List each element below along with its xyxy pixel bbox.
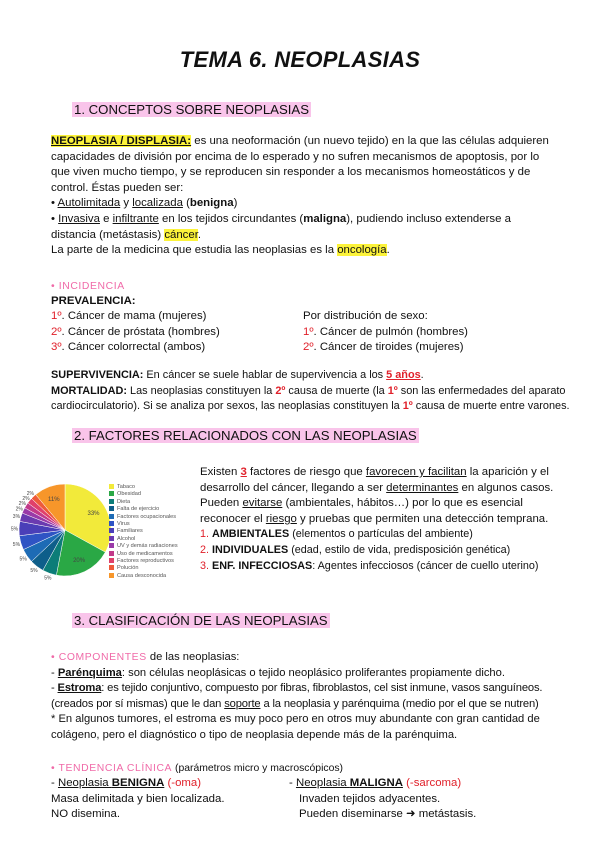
pie-data-label: 5% [10, 526, 19, 533]
pie-data-label: 2% [22, 495, 30, 502]
pie-data-label: 3% [12, 513, 21, 520]
legend-label: Uso de medicamentos [117, 550, 173, 557]
legend-label: Familiares [117, 528, 143, 535]
legend-label: Virus [117, 521, 130, 528]
list-item: 2º. Cáncer de tiroides (mujeres) [303, 341, 464, 354]
list-item: 3º. Cáncer colorrectal (ambos) [51, 341, 206, 354]
componentes-block: • COMPONENTES de las neoplasias: - Parénquima: son células neoplásicas o tejido neoplásico proliferantes propiamente dicho. - Estroma: es tejido conjuntivo, compuesto por fibras, fibroblastos, cel sist inmune, vasos sanguíneos. (creados por sí mismas) que le dan soporte a la neoplasia y parénquima (medio por el que se nutren) * En algunos tumores, el estroma es muy poco pero en otros muy abundante con gran cantidad de colágeno, pero el diagnóstico o tipo de neoplasia depende más de la parénquima. [51, 651, 543, 741]
legend-item [109, 543, 178, 550]
list-item: 1. AMBIENTALES (elementos o partículas del ambiente) [200, 528, 473, 541]
tendencia-label: • TENDENCIA CLÍNICA (parámetros micro y macroscópicos) [51, 763, 344, 774]
section2-heading: 2. FACTORES RELACIONADOS CON LAS NEOPLASIAS [74, 428, 417, 443]
incidencia-label: • INCIDENCIA [51, 281, 125, 292]
pie-data-label: 5% [19, 556, 27, 563]
legend-label: Dieta [117, 498, 131, 505]
legend-item [109, 565, 178, 572]
pie-data-label: 2% [26, 491, 34, 498]
legend-swatch [109, 558, 114, 563]
legend-label: Factores reproductivos [117, 558, 174, 565]
legend-label: Tabaco [117, 484, 136, 490]
list-item: 3. ENF. INFECCIOSAS: Agentes infecciosos (cáncer de cuello uterino) [200, 559, 539, 572]
legend-item [109, 528, 178, 535]
pie-legend [109, 484, 178, 580]
benigna-block: - Neoplasia BENIGNA (-oma) Masa delimitada y bien localizada. NO disemina. [51, 777, 225, 821]
supervivencia-mortalidad: SUPERVIVENCIA: En cáncer se suele hablar de supervivencia a los 5 años. MORTALIDAD: Las neoplasias constituyen la 2º causa de muerte (la 1º son las enfermedades del aparato cardiocirculatorio). Si se analiza por sexos, las neoplasias constituyen la 1º causa de muerte entre varones. [51, 369, 570, 413]
legend-label: Falta de ejercicio [117, 506, 160, 513]
legend-item [109, 536, 178, 543]
list-item: 2º. Cáncer de próstata (hombres) [51, 325, 220, 338]
list-item: 2. INDIVIDUALES (edad, estilo de vida, predisposición genética) [200, 543, 511, 556]
maligna-block: - Neoplasia MALIGNA (-sarcoma) Invaden tejidos adyacentes. Pueden diseminarse ➜ metástasis. [289, 777, 477, 821]
legend-label: Factores ocupacionales [117, 513, 177, 520]
legend-item [109, 521, 178, 528]
legend-swatch [109, 551, 114, 556]
legend-item [109, 499, 178, 506]
page-title: TEMA 6. NEOPLASIAS [179, 47, 421, 72]
section1-heading: 1. CONCEPTOS SOBRE NEOPLASIAS [74, 102, 310, 117]
neoplasia-definition: NEOPLASIA / DISPLASIA: es una neoformación (un nuevo tejido) en la que las células adquieren capacidades de división por encima de lo esperado y no sufren mecanismos de apoptosis, por lo que viven mucho tiempo, y se reproducen sin responder a los mecanismos homeostáticos y de control. Éstas pueden ser: • Autolimitada y localizada (benigna) • Invasiva e infiltrante en los tejidos circundantes (maligna), pudiendo incluso extenderse a distancia (metástasis) cáncer. La parte de la medicina que estudia las neoplasias es la oncología. [51, 135, 549, 257]
legend-item [109, 573, 178, 580]
section3-heading: 3. CLASIFICACIÓN DE LAS NEOPLASIAS [74, 613, 328, 628]
legend-swatch [109, 484, 114, 489]
sex-distribution-list: Por distribución de sexo: 1º. Cáncer de pulmón (hombres) 2º. Cáncer de tiroides (mujeres) [303, 309, 468, 356]
list-item: 1º. Cáncer de pulmón (hombres) [303, 325, 468, 338]
legend-swatch [109, 499, 114, 504]
legend-swatch [109, 565, 114, 570]
pie-data-label: 33% [87, 511, 100, 518]
legend-label: Polución [117, 565, 139, 572]
legend-label: UV y demás radiaciones [117, 543, 178, 550]
legend-swatch [109, 491, 114, 496]
legend-swatch [109, 536, 114, 541]
legend-label: Alcohol [117, 535, 136, 542]
pie-data-label: 5% [44, 575, 52, 580]
legend-item [109, 491, 178, 498]
legend-swatch [109, 573, 114, 578]
list-item: 1º. Cáncer de mama (mujeres) [51, 310, 207, 322]
pie-data-label: 2% [18, 500, 26, 507]
legend-item [109, 551, 178, 558]
legend-swatch [109, 506, 114, 511]
pie-data-label: 5% [12, 542, 21, 549]
legend-item [109, 506, 178, 513]
prevalencia-label: PREVALENCIA: [51, 295, 136, 307]
legend-item [109, 484, 178, 491]
legend-swatch [109, 514, 114, 519]
legend-item [109, 514, 178, 521]
legend-label: Causa desconocida [117, 572, 167, 579]
legend-swatch [109, 528, 114, 533]
factores-paragraph: Existen 3 factores de riesgo que favorecen y facilitan la aparición y el desarrollo del cáncer, llegando a ser determinantes en algunos casos. Pueden evitarse (ambientales, hábitos…) por lo que es esencial reconocer el riesgo y pruebas que permiten una detección temprana. 1. AMBIENTALES (elementos o partículas del ambiente) 2. INDIVIDUALES (edad, estilo de vida, predisposición genética) 3. ENF. INFECCIOSAS: Agentes infecciosos (cáncer de cuello uterino) [200, 465, 595, 574]
pie-data-label: 2% [15, 506, 23, 513]
legend-item [109, 558, 178, 565]
legend-swatch [109, 543, 114, 548]
legend-swatch [109, 521, 114, 526]
pie-data-label: 5% [30, 567, 38, 574]
pie-data-label: 11% [47, 496, 60, 503]
prevalencia-list [51, 309, 220, 356]
pie-data-label: 20% [73, 557, 86, 564]
legend-label: Obesidad [117, 491, 141, 498]
